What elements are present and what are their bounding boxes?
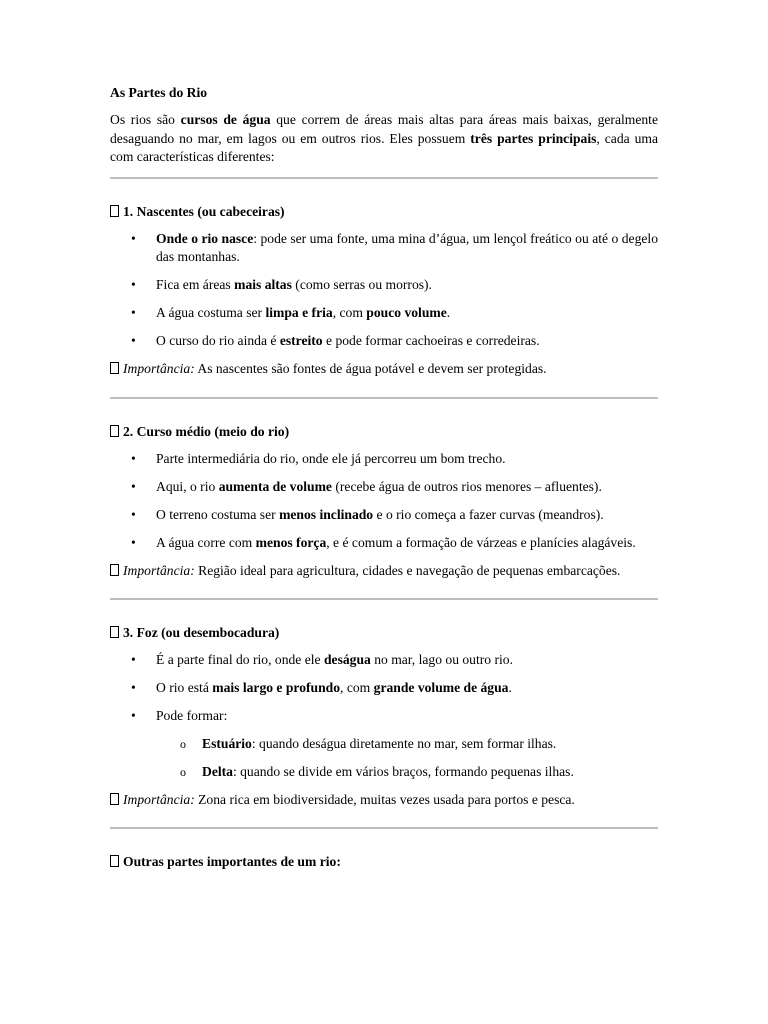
bullet-icon: •: [131, 333, 136, 348]
sub-list: [156, 735, 658, 782]
text: : pode ser uma fonte, uma mina d’água, um lençol freático ou até o degelo das montanhas.: [156, 230, 658, 264]
text: A água costuma ser: [156, 305, 266, 320]
circle-bullet-icon: o: [180, 736, 186, 751]
missing-glyph-icon: [110, 564, 119, 576]
text: Os rios são: [110, 112, 181, 127]
bold-text: Onde o rio nasce: [156, 230, 254, 246]
bullet-icon: •: [131, 450, 136, 466]
section-heading: 2. Curso médio (meio do rio): [110, 423, 658, 441]
missing-glyph-icon: [110, 793, 119, 805]
missing-glyph-icon: [110, 362, 119, 374]
bullet-list: [110, 450, 658, 553]
text: (recebe água de outros rios menores – afluentes).: [331, 478, 602, 494]
bullet-icon: •: [131, 305, 136, 320]
text: , e é comum a formação de várzeas e planícies alagáveis.: [326, 534, 636, 550]
sub-list-item: [156, 735, 658, 754]
text: O rio está: [156, 680, 213, 695]
section-nascentes: [110, 179, 658, 397]
bold-text: Delta: [202, 763, 233, 779]
text: Pode formar:: [156, 708, 228, 723]
text: , com: [340, 680, 374, 695]
intro-paragraph: [110, 111, 658, 167]
bold-text: estreito: [279, 333, 323, 348]
bold-text: limpa e fria: [265, 305, 333, 320]
text: , cada uma com características diferentes:: [110, 130, 658, 164]
list-item: [110, 230, 658, 267]
bold-text: deságua: [323, 652, 371, 667]
text: e o rio começa a fazer curvas (meandros).: [373, 506, 604, 522]
section-heading: 1. Nascentes (ou cabeceiras): [110, 203, 658, 221]
text: (como serras ou morros).: [291, 277, 432, 292]
circle-bullet-icon: o: [180, 764, 186, 779]
text: .: [446, 305, 451, 320]
bold-text: Estuário: [202, 735, 252, 751]
missing-glyph-icon: [110, 626, 119, 638]
text: que correm de áreas mais altas para áreas mais baixas, geralmente desaguando no mar, em lagos ou em outros rios. Eles possuem: [110, 112, 658, 146]
section-outras-partes: [110, 829, 658, 888]
section-foz: [110, 600, 658, 827]
bullet-icon: •: [131, 277, 136, 292]
list-item: [110, 506, 658, 525]
bold-text: grande volume de água: [373, 680, 509, 695]
importance-note: Importância: Zona rica em biodiversidade, muitas vezes usada para portos e pesca.: [110, 791, 658, 810]
bold-text: pouco volume: [366, 305, 447, 320]
bold-text: mais altas: [234, 277, 292, 292]
text: : quando se divide em vários braços, formando pequenas ilhas.: [232, 763, 574, 779]
text: no mar, lago ou outro rio.: [370, 652, 513, 667]
bullet-icon: •: [131, 534, 136, 550]
text: , com: [332, 305, 367, 320]
bullet-icon: •: [131, 230, 136, 246]
missing-glyph-icon: [110, 425, 119, 437]
bullet-icon: •: [131, 506, 136, 522]
document-page: [110, 84, 658, 888]
bold-text: três partes principais: [470, 130, 597, 146]
bullet-icon: •: [131, 652, 136, 667]
list-item: [110, 304, 658, 323]
text: .: [508, 680, 512, 695]
sub-list-item: [156, 763, 658, 782]
importance-note: Importância: As nascentes são fontes de água potável e devem ser protegidas.: [110, 360, 658, 379]
bold-text: cursos de água: [180, 112, 271, 127]
bullet-icon: •: [131, 478, 136, 494]
bold-text: aumenta de volume: [218, 478, 332, 494]
list-item: [110, 276, 658, 295]
list-item: [110, 651, 658, 670]
bold-text: menos força: [255, 534, 327, 550]
text: A água corre com: [156, 534, 256, 550]
text: Parte intermediária do rio, onde ele já percorreu um bom trecho.: [156, 450, 506, 466]
bullet-icon: •: [131, 680, 136, 695]
bold-text: mais largo e profundo: [212, 680, 341, 695]
text: Aqui, o rio: [156, 478, 219, 494]
importance-note: Importância: Região ideal para agricultura, cidades e navegação de pequenas embarcações.: [110, 562, 658, 581]
text: : quando deságua diretamente no mar, sem formar ilhas.: [251, 735, 557, 751]
list-item: [110, 534, 658, 553]
document-title: As Partes do Rio: [110, 85, 208, 100]
missing-glyph-icon: [110, 855, 119, 867]
bullet-list: [110, 651, 658, 781]
missing-glyph-icon: [110, 205, 119, 217]
list-item: [110, 707, 658, 781]
list-item: [110, 478, 658, 497]
list-item: [110, 679, 658, 698]
bullet-list: [110, 230, 658, 351]
text: É a parte final do rio, onde ele: [156, 652, 324, 667]
list-item: [110, 450, 658, 469]
bold-text: menos inclinado: [279, 506, 374, 522]
text: O curso do rio ainda é: [156, 333, 280, 348]
text: O terreno costuma ser: [156, 506, 280, 522]
section-heading: 3. Foz (ou desembocadura): [110, 624, 658, 642]
section-curso-medio: [110, 399, 658, 599]
text: e pode formar cachoeiras e corredeiras.: [322, 333, 540, 348]
list-item: [110, 332, 658, 351]
bullet-icon: •: [131, 708, 136, 723]
text: Fica em áreas: [156, 277, 235, 292]
section-heading: Outras partes importantes de um rio:: [110, 853, 658, 871]
